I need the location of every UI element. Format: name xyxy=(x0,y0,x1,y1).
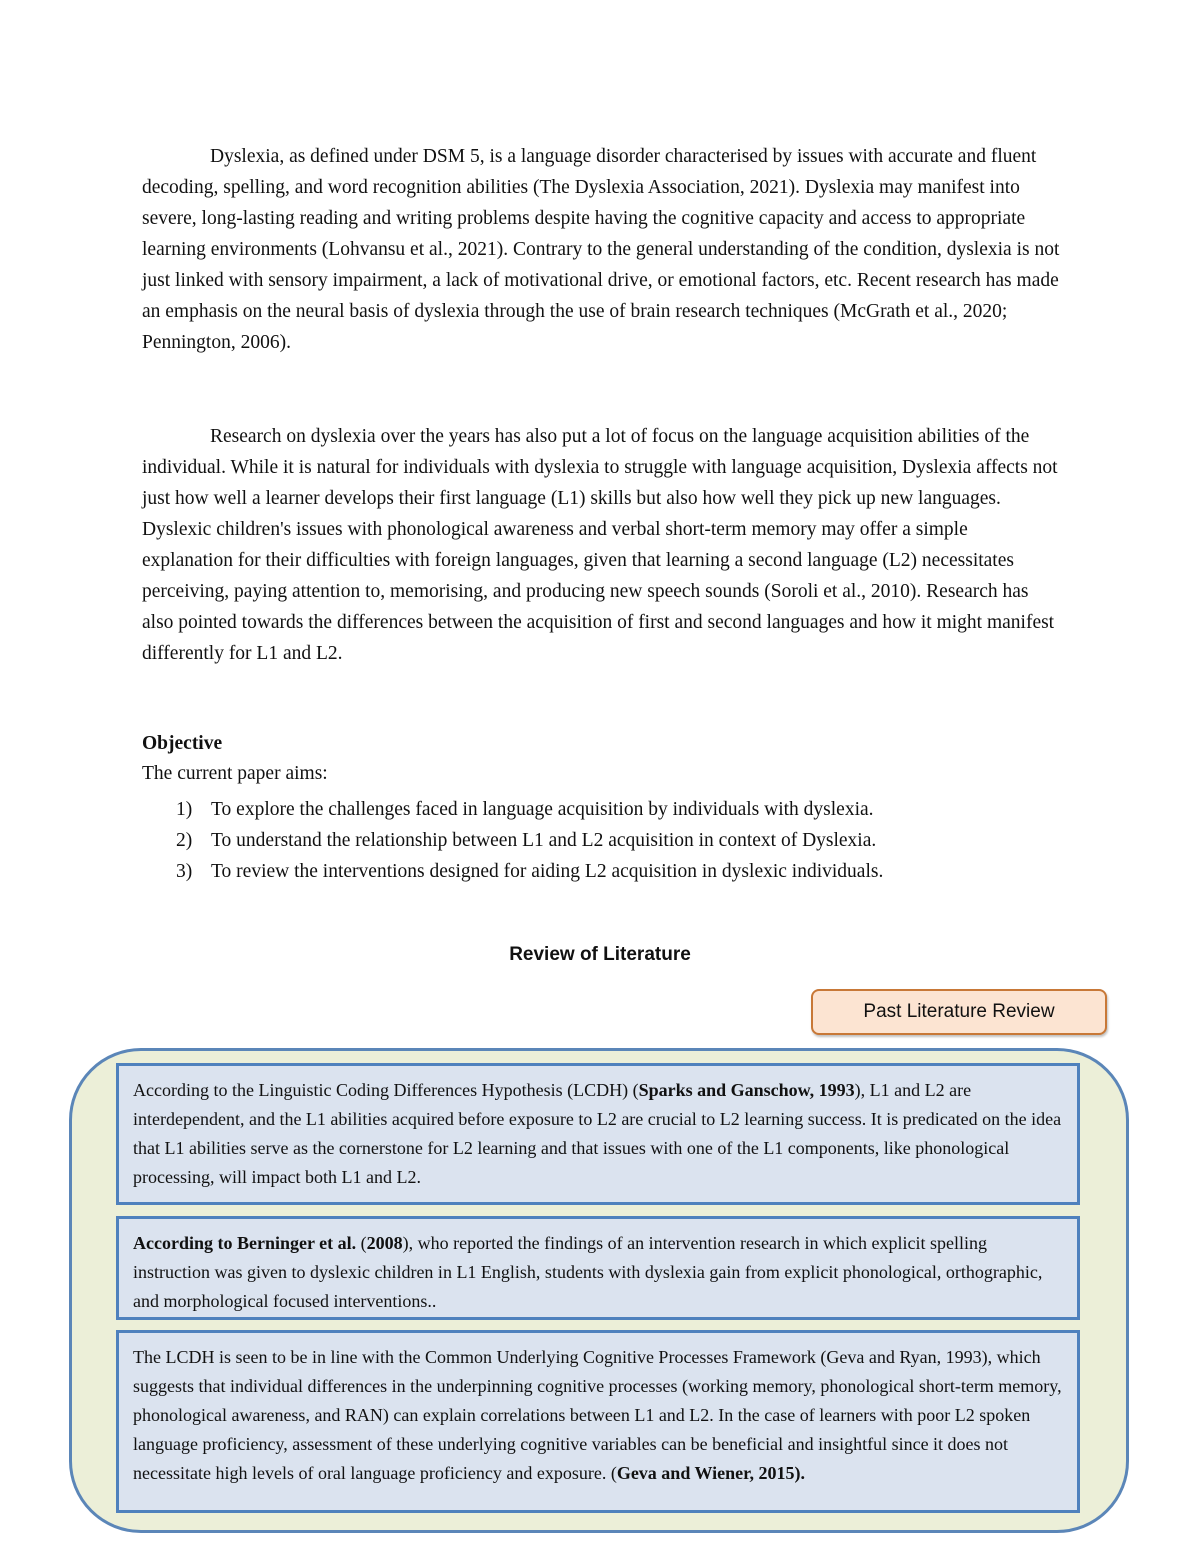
past-literature-review-tag: Past Literature Review xyxy=(811,989,1107,1035)
box2-lead: According to Berninger et al. xyxy=(133,1233,357,1253)
objective-item-text: To explore the challenges faced in language acquisition by individuals with dyslexia. xyxy=(211,799,874,820)
second-paragraph-text: Research on dyslexia over the years has also put a lot of focus on the language acquisition abilities of the individual. While it is natural for individuals with dyslexia to struggle with language acquisition, Dyslexia affects not just how well a learner develops their first language (L1) skills but also how well they pick up new languages. Dyslexic children's issues with phonological awareness and verbal short-term memory may offer a simple explanation for their difficulties with foreign languages, given that learning a second language (L2) necessitates perceiving, paying attention to, memorising, and producing new speech sounds (Soroli et al., 2010). Research has also pointed towards the differences between the acquisition of first and second languages and how it might manifest differently for L1 and L2. xyxy=(142,426,1058,664)
objective-item xyxy=(142,856,1062,887)
objective-item-text: To understand the relationship between L1 and L2 acquisition in context of Dyslexia. xyxy=(211,830,877,851)
box2-text-post: ), who reported the findings of an intervention research in which explicit spelling instruction was given to dyslexic children in L1 English, students with dyslexia gain from explicit phonological, orthographic, and morphological focused interventions.. xyxy=(133,1233,1043,1311)
intro-paragraph-text: Dyslexia, as defined under DSM 5, is a language disorder characterised by issues with accurate and fluent decoding, spelling, and word recognition abilities (The Dyslexia Association, 2021). Dyslexia may manifest into severe, long-lasting reading and writing problems despite having the cognitive capacity and access to appropriate learning environments (Lohvansu et al., 2021). Contrary to the general understanding of the condition, dyslexia is not just linked with sensory impairment, a lack of motivational drive, or emotional factors, etc. Recent research has made an emphasis on the neural basis of dyslexia through the use of brain research techniques (McGrath et al., 2020; Pennington, 2006). xyxy=(142,146,1060,353)
objective-item-number: 3) xyxy=(176,861,193,882)
objective-item-text: To review the interventions designed for aiding L2 acquisition in dyslexic individuals. xyxy=(211,861,884,882)
box3-citation: Geva and Wiener, 2015). xyxy=(616,1463,805,1483)
box3-text-pre: The LCDH is seen to be in line with the Common Underlying Cognitive Processes Framework (Geva and Ryan, 1993), which suggests that individual differences in the underpinning cognitive processes (working memory, phonological short-term memory, phonological awareness, and RAN) can explain correlations between L1 and L2. In the case of learners with poor L2 spoken language proficiency, assessment of these underlying cognitive variables can be beneficial and insightful since it does not necessitate high levels of oral language proficiency and exposure. ( xyxy=(133,1347,1062,1483)
objective-list xyxy=(142,794,1062,887)
box1-text-pre: According to the Linguistic Coding Differences Hypothesis (LCDH) ( xyxy=(133,1080,639,1100)
objective-item xyxy=(142,825,1062,856)
literature-box-cucp xyxy=(116,1330,1080,1513)
objective-item-number: 1) xyxy=(176,799,193,820)
objective-item xyxy=(142,794,1062,825)
box1-citation: Sparks and Ganschow, 1993 xyxy=(638,1080,855,1100)
box1-text-post: ), L1 and L2 are interdependent, and the L1 abilities acquired before exposure to L2 are crucial to L2 learning success. It is predicated on the idea that L1 abilities serve as the cornerstone for L2 learning and that issues with one of the L1 components, like phonological processing, will impact both L1 and L2. xyxy=(133,1080,1062,1187)
objective-item-number: 2) xyxy=(176,830,193,851)
intro-paragraph xyxy=(142,141,1062,358)
objective-intro: The current paper aims: xyxy=(142,763,328,784)
literature-box-berninger xyxy=(116,1216,1080,1320)
literature-box-lcdh xyxy=(116,1063,1080,1205)
second-paragraph xyxy=(142,421,1062,669)
objective-heading: Objective xyxy=(142,733,223,754)
box2-year: 2008 xyxy=(366,1233,403,1253)
box2-text-mid: ( xyxy=(356,1233,367,1253)
literature-heading: Review of Literature xyxy=(509,944,691,965)
